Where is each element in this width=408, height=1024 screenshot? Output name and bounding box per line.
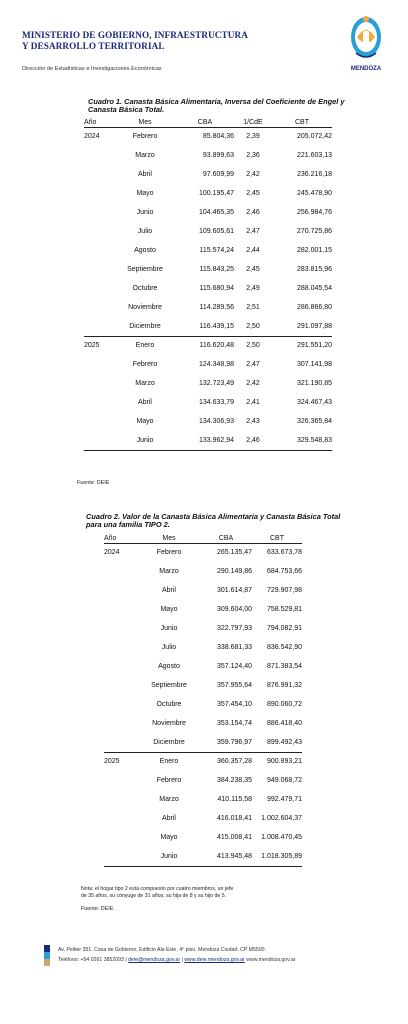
icde-cell: 2,47 [246,228,260,235]
footer-bar [44,945,50,952]
cbt-cell: 321.190,85 [296,380,332,387]
cbt-cell: 900.893,21 [252,752,302,771]
month-cell: Mayo [136,190,154,197]
cuadro1-table [84,116,332,451]
year-cell [84,222,114,241]
month-cell: Enero [114,336,176,355]
cbt-cell: 886.418,40 [266,720,302,727]
cba-cell: 124.348,98 [198,361,234,368]
cbt-cell: 205.072,42 [296,133,332,141]
table-row [84,222,332,241]
cbt-cell: 326.365,84 [296,418,332,425]
cba-cell: 115.680,94 [199,285,234,292]
cbt-cell: 256.984,76 [296,209,332,216]
table-row [104,828,302,847]
nota-line1: Nota: el hogar tipo 2 está compuesto por cuatro miembros, un jefe [81,886,234,892]
footer-address: Av. Peltier 351. Casa de Gobierno, Edificio Ala Este, 4° piso. Mendoza Ciudad. CP M5500. [58,947,266,953]
year-cell [104,600,138,619]
cbt-cell: 288.045,54 [296,285,332,292]
year-cell [84,203,114,222]
year-cell [104,619,138,638]
year-cell [84,165,114,184]
cbt-cell: 324.467,43 [296,399,332,406]
cba-cell: 85.804,36 [202,133,234,141]
year-cell [104,771,138,790]
month-cell: Marzo [135,152,155,159]
cba-cell: 415.008,41 [216,834,252,841]
year-cell [84,412,114,431]
cbt-cell: 899.492,43 [266,738,302,746]
table-row [104,581,302,600]
icde-cell: 2,41 [246,399,260,406]
month-cell: Diciembre [153,738,185,746]
footer-bar [44,959,50,966]
cba-cell: 116.620,48 [176,336,234,355]
year-cell [104,809,138,828]
cba-cell: 353.154,74 [216,720,252,727]
month-cell: Julio [137,228,153,235]
icde-cell: 2,51 [246,304,260,311]
table-row [104,600,302,619]
table-row [104,543,302,562]
month-cell: Diciembre [129,322,161,330]
cba-cell: 384.238,35 [216,777,252,784]
table-row [84,165,332,184]
cuadro2-caption-line1: Cuadro 2. Valor de la Canasta Básica Alimentaria y Canasta Básica Total [86,512,341,521]
table-row [104,790,302,809]
month-cell: Agosto [134,247,156,254]
month-cell: Marzo [159,568,179,575]
cbt-cell: 270.725,86 [296,228,332,235]
month-cell: Junio [114,431,176,450]
cbt-cell: 871.383,54 [266,663,302,670]
column-header: 1/CdE [234,116,272,127]
year-cell [104,676,138,695]
cba-cell: 309.604,00 [216,606,252,613]
footer-phone: Teléfono: +54 0261 3852093 | [58,957,127,963]
cba-cell: 322.797,93 [216,625,252,632]
year-cell: 2024 [104,549,120,557]
table-row [84,412,332,431]
month-cell: Febrero [156,549,182,557]
cbt-cell: 307.141,98 [296,361,332,368]
cbt-cell: 283.815,96 [296,266,332,273]
table-row [104,695,302,714]
year-cell: 2025 [84,336,114,355]
year-cell [84,279,114,298]
table-row [84,241,332,260]
year-cell [84,146,114,165]
month-cell: Enero [138,752,200,771]
table-row [104,809,302,828]
table-row [104,676,302,695]
logo-text: MENDOZA [350,66,382,72]
table-row [84,355,332,374]
table-row [84,127,332,146]
month-cell: Abril [161,815,176,822]
year-cell: 2025 [104,752,138,771]
month-cell: Febrero [132,361,158,368]
month-cell: Marzo [159,796,179,803]
cbt-cell: 684.753,66 [266,568,302,575]
table-row [84,336,332,355]
icde-cell: 2,39 [246,133,260,141]
cuadro2-header-row [104,532,302,543]
year-cell [84,431,114,450]
cuadro2-caption [86,513,340,529]
cbt-cell: 876.991,32 [266,682,302,689]
month-cell: Noviembre [128,304,162,311]
icde-cell: 2,45 [246,190,260,197]
cba-cell: 357.955,64 [216,682,252,689]
cuadro2-fuente: Fuente: DEIE [81,906,114,912]
month-cell: Septiembre [151,682,187,689]
icde-cell: 2,44 [246,247,260,254]
month-cell: Octubre [156,701,182,708]
icde-cell: 2,47 [246,361,260,368]
month-cell: Junio [138,847,200,866]
cba-cell: 132.723,49 [198,380,234,387]
year-cell [84,374,114,393]
cbt-cell: 729.907,98 [266,587,302,594]
column-header: Mes [114,116,176,127]
year-cell [104,714,138,733]
cba-cell: 290.149,86 [216,568,252,575]
footer-web-mendoza: www.mendoza.gov.ar [246,957,296,963]
icde-cell: 2,46 [234,431,272,450]
cba-cell: 116.439,15 [199,322,234,330]
cba-cell: 134.306,93 [198,418,234,425]
cbt-cell: 291.097,88 [296,322,332,330]
cbt-cell: 949.068,72 [266,777,302,784]
footer-email-link[interactable]: deie@mendoza.gov.ar [128,957,181,963]
cba-cell: 410.115,58 [217,796,252,803]
year-cell [84,298,114,317]
column-header: Mes [138,532,200,543]
cbt-cell: 1.002.604,37 [261,815,302,822]
cba-cell: 413.945,48 [200,847,252,866]
year-cell [104,581,138,600]
table-row [104,714,302,733]
cuadro2-table [104,532,302,867]
table-row [104,619,302,638]
cba-cell: 359.796,97 [216,738,252,746]
cuadro1-fuente: Fuente: DEIE [77,480,110,486]
cbt-cell: 291.551,20 [272,336,332,355]
column-header: CBA [176,116,234,127]
icde-cell: 2,46 [246,209,260,216]
month-cell: Abril [137,399,152,406]
cbt-cell: 245.478,90 [296,190,332,197]
footer-contact [58,957,295,963]
table-row [84,374,332,393]
cbt-cell: 992.479,71 [266,796,302,803]
cba-cell: 301.614,87 [216,587,252,594]
cuadro1-header-row [84,116,332,127]
cba-cell: 265.135,47 [216,549,252,557]
table-row [84,298,332,317]
month-cell: Agosto [158,663,180,670]
month-cell: Mayo [160,606,178,613]
cbt-cell: 1.008.470,45 [261,834,302,841]
year-cell [84,184,114,203]
cbt-cell: 794.082,91 [266,625,302,632]
cbt-cell: 890.060,72 [266,701,302,708]
year-cell [104,695,138,714]
cba-cell: 357.124,40 [216,663,252,670]
icde-cell: 2,50 [246,322,260,330]
month-cell: Octubre [132,285,158,292]
cbt-cell: 236.216,18 [296,171,332,178]
table-row [84,317,332,336]
cba-cell: 114.289,56 [199,304,234,311]
year-cell [104,562,138,581]
footer-separator: | [181,957,183,963]
icde-cell: 2,42 [246,171,260,178]
month-cell: Junio [136,209,154,216]
month-cell: Febrero [132,133,158,141]
cba-cell: 109.605,61 [198,228,234,235]
icde-cell: 2,42 [246,380,260,387]
cbt-cell: 221.603,13 [296,152,332,159]
icde-cell: 2,36 [246,152,260,159]
table-row [84,203,332,222]
year-cell [84,260,114,279]
cbt-cell: 282.001,15 [296,247,332,254]
month-cell: Marzo [135,380,155,387]
column-header: Año [84,116,114,127]
cba-cell: 134.633,79 [198,399,234,406]
month-cell: Mayo [160,834,178,841]
cba-cell: 357.454,10 [216,701,252,708]
table-row [104,562,302,581]
footer-bar [44,952,50,959]
year-cell: 2024 [84,133,100,141]
cbt-cell: 1.018.305,89 [252,847,302,866]
cba-cell: 100.195,47 [198,190,234,197]
cba-cell: 93.899,63 [202,152,234,159]
cba-cell: 360.357,28 [200,752,252,771]
month-cell: Junio [160,625,178,632]
cuadro2-nota [81,886,281,900]
table-row [104,847,302,866]
cuadro1-caption [88,98,344,114]
direccion-subtitle: Dirección de Estadísticas e Investigaciones Económicas [22,66,162,72]
month-cell: Abril [137,171,152,178]
year-cell [84,393,114,412]
table-row [84,279,332,298]
table-row [84,393,332,412]
year-cell [84,241,114,260]
cbt-cell: 286.866,80 [296,304,332,311]
table-row [104,638,302,657]
cba-cell: 97.609,99 [202,171,234,178]
cuadro2-caption-line2: para una familia TIPO 2. [86,520,170,529]
footer-color-bars [44,945,50,967]
cbt-cell: 633.673,78 [266,549,302,557]
table-row [84,146,332,165]
month-cell: Julio [161,644,177,651]
table-row [84,184,332,203]
column-header: CBT [272,116,332,127]
ministry-title-line1: MINISTERIO DE GOBIERNO, INFRAESTRUCTURA [22,30,248,40]
month-cell: Noviembre [152,720,186,727]
cuadro1-caption-line2: Canasta Básica Total. [88,105,165,114]
ministry-title-line2: Y DESARROLLO TERRITORIAL [22,41,165,51]
icde-cell: 2,43 [246,418,260,425]
cba-cell: 115.574,24 [199,247,234,254]
footer-web-deie-link[interactable]: www.deie.mendoza.gov.ar [184,957,245,963]
year-cell [104,790,138,809]
year-cell [104,733,138,752]
cbt-cell: 329.548,83 [272,431,332,450]
year-cell [104,847,138,866]
header [22,30,248,52]
table-row [104,771,302,790]
icde-cell: 2,45 [246,266,260,273]
cba-cell: 416.018,41 [216,815,252,822]
year-cell [104,657,138,676]
year-cell [84,355,114,374]
cbt-cell: 758.529,81 [266,606,302,613]
cba-cell: 115.843,25 [199,266,234,273]
nota-line2: de 35 años, su cónyuge de 31 años, su hija de 8 y su hijo de 5. [81,893,227,899]
table-row [84,431,332,450]
cbt-cell: 836.542,90 [266,644,302,651]
cba-cell: 104.465,35 [198,209,234,216]
column-header: CBT [252,532,302,543]
month-cell: Septiembre [127,266,163,273]
cba-cell: 338.681,33 [216,644,252,651]
table-row [84,260,332,279]
year-cell [104,828,138,847]
cba-cell: 133.962,94 [176,431,234,450]
month-cell: Abril [161,587,176,594]
icde-cell: 2,50 [234,336,272,355]
table-row [104,657,302,676]
year-cell [104,638,138,657]
month-cell: Febrero [156,777,182,784]
month-cell: Mayo [136,418,154,425]
table-row [104,733,302,752]
table-row [104,752,302,771]
year-cell [84,317,114,336]
cuadro1-caption-line1: Cuadro 1. Canasta Básica Alimentaria, Inversa del Coeficiente de Engel y [88,97,345,106]
icde-cell: 2,49 [246,285,260,292]
column-header: Año [104,532,138,543]
column-header: CBA [200,532,252,543]
